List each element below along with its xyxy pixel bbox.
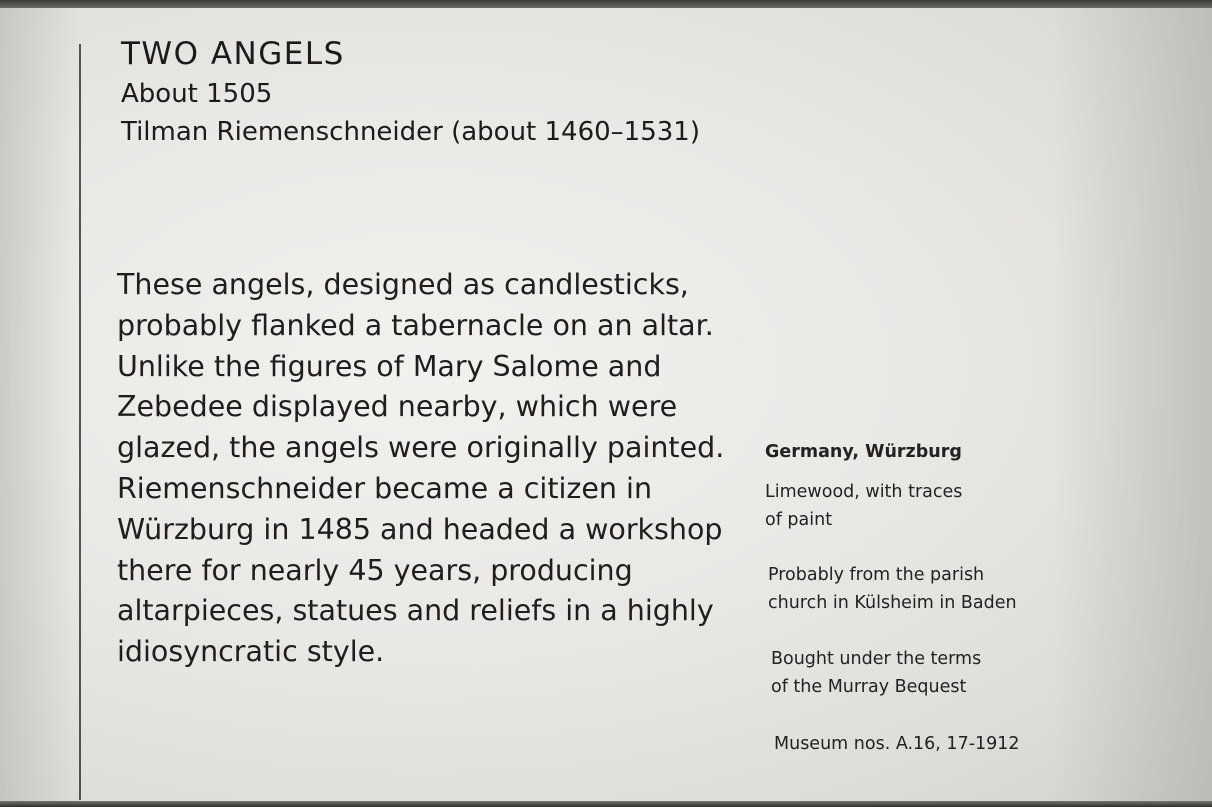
vertical-rule [79,44,81,800]
artwork-artist: Tilman Riemenschneider (about 1460–1531) [121,117,700,147]
provenance-line: church in Külsheim in Baden [768,592,1017,613]
artwork-date: About 1505 [121,79,273,109]
panel-right-shading [1052,8,1212,801]
description-line: there for nearly 45 years, producing [117,553,633,587]
description-line: These angels, designed as candlesticks, [117,268,689,301]
artwork-material [765,479,962,534]
artwork-acquisition [771,646,981,701]
place-text: Germany, Würzburg [765,442,962,462]
wall-bottom-edge [0,801,1212,807]
description-line: probably flanked a tabernacle on an altar. [117,308,714,342]
description-line: idiosyncratic style. [117,635,385,669]
material-line: Limewood, with traces [765,482,963,502]
description-line: Zebedee displayed nearby, which were [117,390,678,424]
panel-left-shading [0,8,80,801]
description-line: glazed, the angels were originally painted. [117,431,725,465]
museum-number-text: Museum nos. A.16, 17-1912 [774,734,1020,754]
museum-number [774,731,1020,759]
artwork-provenance [768,562,1017,617]
acquisition-line: Bought under the terms [771,649,982,669]
artwork-place [765,439,962,467]
description-line: Riemenschneider became a citizen in [117,471,653,505]
artwork-title: TWO ANGELS [121,36,345,72]
acquisition-line: of the Murray Bequest [771,676,967,697]
description-line: Würzburg in 1485 and headed a workshop [117,512,723,546]
artwork-description [117,265,724,673]
description-line: Unlike the figures of Mary Salome and [117,349,662,383]
provenance-line: Probably from the parish [768,565,985,585]
wall-top-edge [0,0,1212,8]
material-line: of paint [765,509,833,530]
description-line: altarpieces, statues and reliefs in a highly [117,594,714,628]
